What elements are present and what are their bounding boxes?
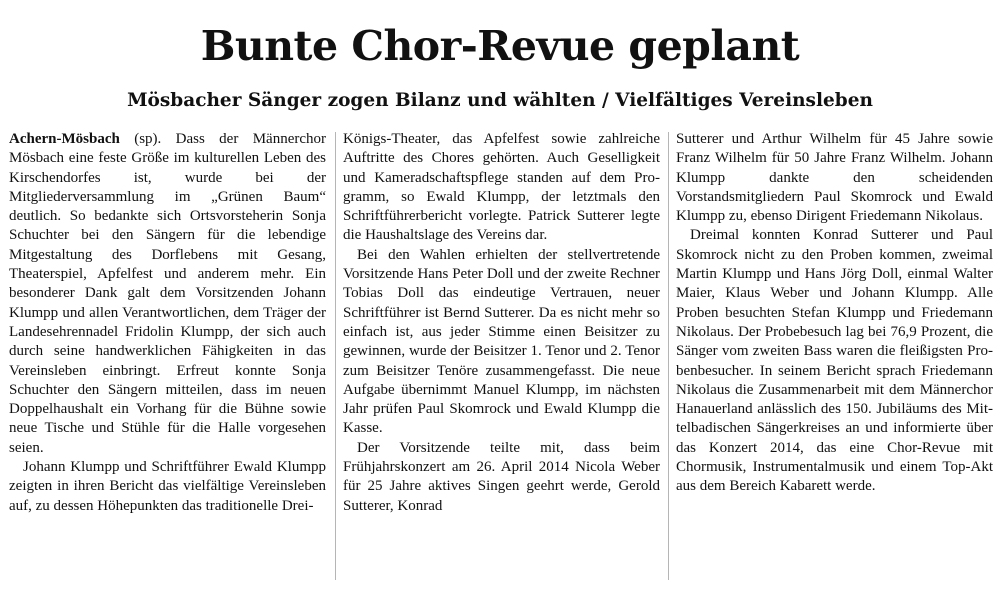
article-column-1 xyxy=(9,130,326,582)
article-subheadline: Mösbacher Sänger zogen Bilanz und wählten / Vielfältiges Vereinsleben xyxy=(127,90,873,111)
article-paragraph: Sutterer und Arthur Wilhelm für 45 Jahre sowie Franz Wilhelm für 50 Jahre Franz Wilhelm. Johann Klumpp dankte den scheidenden Vorstandsmitgliedern Paul Skomrock und Ewald Klumpp zu, ebenso Dirigent Friedemann Nikolaus. xyxy=(676,131,993,225)
article-column-3 xyxy=(676,130,993,582)
article-paragraph: Königs-Theater, das Apfelfest sowie zahlreiche Auftritte des Chores gehörten. Auch Geselligkeit und Kameradschaftspflege standen auf dem Programm, so Ewald Klumpp, der letztmals den Schriftführerbericht vorlegte. Patrick Sutterer legte die Haushaltslage des Vereins dar. xyxy=(343,131,660,244)
article-body xyxy=(9,130,993,582)
article-headline: Bunte Chor-Revue geplant xyxy=(200,22,800,70)
article-paragraph: Johann Klumpp und Schriftführer Ewald Klumpp zeigten in ihren Bericht das vielfältige Vereinsleben auf, zu dessen Höhepunkten das traditionelle Drei- xyxy=(9,459,326,514)
article-dateline: Achern-Mösbach xyxy=(9,131,120,147)
paragraph-text: (sp). Dass der Männerchor Mösbach eine feste Größe im kulturellen Leben des Kirschendorfes ist, wurde bei der Mitgliederversammlung im „Grünen Baum“ deutlich. So bedankte sich Ortsvorsteherin Sonja Schuchter bei den Sängern für die lebendige Mitgestaltung des Dorflebens mit Gesang, Theaterspiel, Apfelfest und anderem mehr. Ein besonderer Dank galt dem Vorsitzenden Johann Klumpp und allen Verantwortlichen, dem Träger der Landesehrennadel Fridolin Klumpp, der sich auch durch seine handwerklichen Fähigkeiten in das Vereinsleben einbringt. Erfreut konnte Sonja Schuchter den Sängern mitteilen, dass im neuen Doppelhaushalt ein Vorhang für die Bühne sowie neue Tische und Stühle für die Halle vorgesehen seien. xyxy=(9,131,326,456)
article-paragraph: Der Vorsitzende teilte mit, dass beim Frühjahrskonzert am 26. April 2014 Nicola Weber für 25 Jahre aktives Singen geehrt werde, Gerold Sutterer, Konrad xyxy=(343,439,660,514)
article-paragraph xyxy=(9,130,326,458)
article-column-2 xyxy=(343,130,660,582)
article-paragraph: Dreimal konnten Konrad Sutterer und Paul Skomrock nicht zu den Proben kommen, zweimal Martin Klumpp und Hans Jörg Doll, einmal Walter Maier, Klaus Weber und Johann Klumpp. Alle Proben besuchten Stefan Klumpp und Friedemann Nikolaus. Der Probebesuch lag bei 76,9 Prozent, die Sänger vom zweiten Bass waren die fleißigsten Probenbesucher. In seinem Bericht sprach Friedemann Nikolaus die Zusammenarbeit mit dem Männerchor Hanauerland anlässlich des 150. Jubiläums des Mittelbadischen Sängerkreises an und informierte über das Konzert 2014, das eine Chor-Revue mit Chormusik, Instrumentalmusik und einem Top-Akt aus dem Bereich Kabarett werde. xyxy=(676,227,993,495)
article-paragraph: Bei den Wahlen erhielten der stellvertretende Vorsitzende Hans Peter Doll und der zweite Rechner Tobias Doll das eindeutige Vertrauen, neuer Schriftführer ist Bernd Sutterer. Da es nicht mehr so einfach ist, aus jeder Stimme einen Beisitzer zu gewinnen, wurde der Beisitzer 1. Tenor und 2. Tenor zum Beisitzer Tenöre zusammengefasst. Die neue Aufgabe übernimmt Manuel Klumpp, im nächsten Jahr prüfen Paul Skomrock und Ewald Klumpp die Kasse. xyxy=(343,246,660,437)
